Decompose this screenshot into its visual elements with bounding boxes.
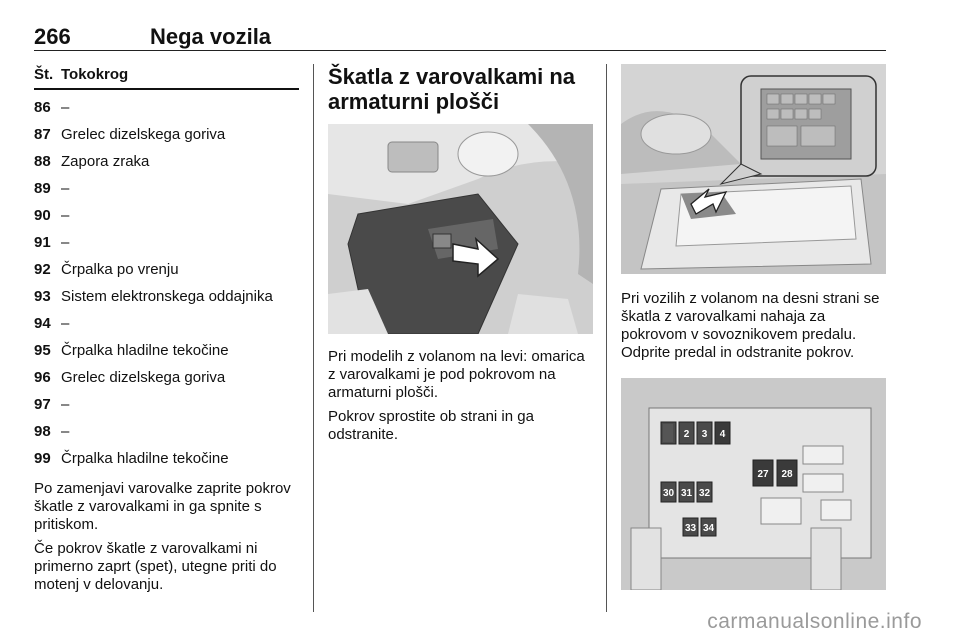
circuit-name: Črpalka hladilne tekočine: [61, 450, 229, 467]
col-circuit-header: Tokokrog: [61, 66, 129, 83]
fuse-number: 88: [34, 153, 51, 170]
fuse-table-body: [34, 94, 299, 472]
paragraph-remove-cover: Pokrov sprostite ob strani in ga odstranite.: [328, 408, 534, 443]
fuse-label: 4: [719, 429, 726, 440]
fuse-label: 27: [757, 469, 769, 480]
column-1: [34, 60, 299, 600]
page-header: [34, 24, 886, 51]
circuit-name: –: [61, 180, 70, 197]
table-row: [34, 310, 299, 337]
paragraph-warning: Če pokrov škatle z varovalkami ni primerno zaprt (spet), utegne priti do motenj v delovanju.: [34, 540, 277, 593]
fuse-label: 30: [662, 488, 675, 499]
fuse-box-layout-illustration: [621, 378, 886, 590]
fuse-number: 98: [34, 423, 51, 440]
fuse-label: 3: [701, 429, 708, 440]
fuse-number: 93: [34, 288, 51, 305]
dashboard-fuse-cover-illustration: [328, 124, 593, 334]
fuse-label: 28: [781, 469, 793, 480]
fuse-label: 2: [683, 429, 690, 440]
table-row: [34, 229, 299, 256]
glovebox-fuse-illustration: [621, 64, 886, 274]
column-3: [621, 64, 886, 590]
table-row: [34, 418, 299, 445]
fuse-small: [663, 424, 673, 442]
paragraph-close-cover: Po zamenjavi varovalke zaprite pokrov škatle z varovalkami in ga spnite s pritiskom.: [34, 480, 291, 533]
circuit-name: –: [61, 207, 70, 224]
paragraph-right-hand-drive: Pri vozilih z volanom na desni strani se škatla z varovalkami nahaja za pokrovom v sovoznikovem predalu. Odprite predal in odstranite pokrov.: [621, 290, 880, 361]
fuse-number: 99: [34, 450, 51, 467]
circuit-name: –: [61, 234, 70, 251]
circuit-name: –: [61, 396, 70, 413]
table-row: [34, 256, 299, 283]
table-row: [34, 337, 299, 364]
column-divider: [606, 64, 607, 612]
fuse-number: 94: [34, 315, 51, 332]
column-2: [328, 64, 593, 450]
watermark: carmanualsonline.info: [707, 610, 922, 633]
fuse-number: 87: [34, 126, 51, 143]
table-row: [34, 175, 299, 202]
fuse-label: 34: [702, 523, 715, 534]
table-row: [34, 283, 299, 310]
fuse-number: 89: [34, 180, 51, 197]
circuit-name: –: [61, 99, 70, 116]
section-heading: Škatla z varovalkami na armaturni plošči: [328, 64, 576, 114]
circuit-name: –: [61, 423, 70, 440]
fuse-label: 33: [684, 523, 697, 534]
table-row: [34, 445, 299, 472]
fuse-label: 31: [680, 488, 693, 499]
column-divider: [313, 64, 314, 612]
table-row: [34, 391, 299, 418]
paragraph-left-hand-drive: Pri modelih z volanom na levi: omarica z varovalkami je pod pokrovom na armaturni plošči.: [328, 348, 585, 401]
page-number: 266: [34, 24, 71, 49]
col-num-header: Št.: [34, 66, 54, 83]
circuit-name: Grelec dizelskega goriva: [61, 369, 226, 386]
circuit-name: Sistem elektronskega oddajnika: [61, 288, 273, 305]
page-title: Nega vozila: [150, 24, 272, 49]
circuit-name: Zapora zraka: [61, 153, 150, 170]
fuse-number: 95: [34, 342, 51, 359]
fuse-number: 91: [34, 234, 51, 251]
circuit-name: Grelec dizelskega goriva: [61, 126, 226, 143]
fuse-number: 90: [34, 207, 51, 224]
fuse-number: 97: [34, 396, 51, 413]
circuit-name: Črpalka po vrenju: [61, 261, 179, 278]
table-row: [34, 121, 299, 148]
table-row: [34, 364, 299, 391]
table-header: [34, 60, 299, 90]
circuit-name: Črpalka hladilne tekočine: [61, 342, 229, 359]
table-row: [34, 94, 299, 121]
table-row: [34, 202, 299, 229]
circuit-name: –: [61, 315, 70, 332]
fuse-number: 92: [34, 261, 51, 278]
fuse-label: 32: [698, 488, 711, 499]
fuse-number: 96: [34, 369, 51, 386]
fuse-number: 86: [34, 99, 51, 116]
table-row: [34, 148, 299, 175]
